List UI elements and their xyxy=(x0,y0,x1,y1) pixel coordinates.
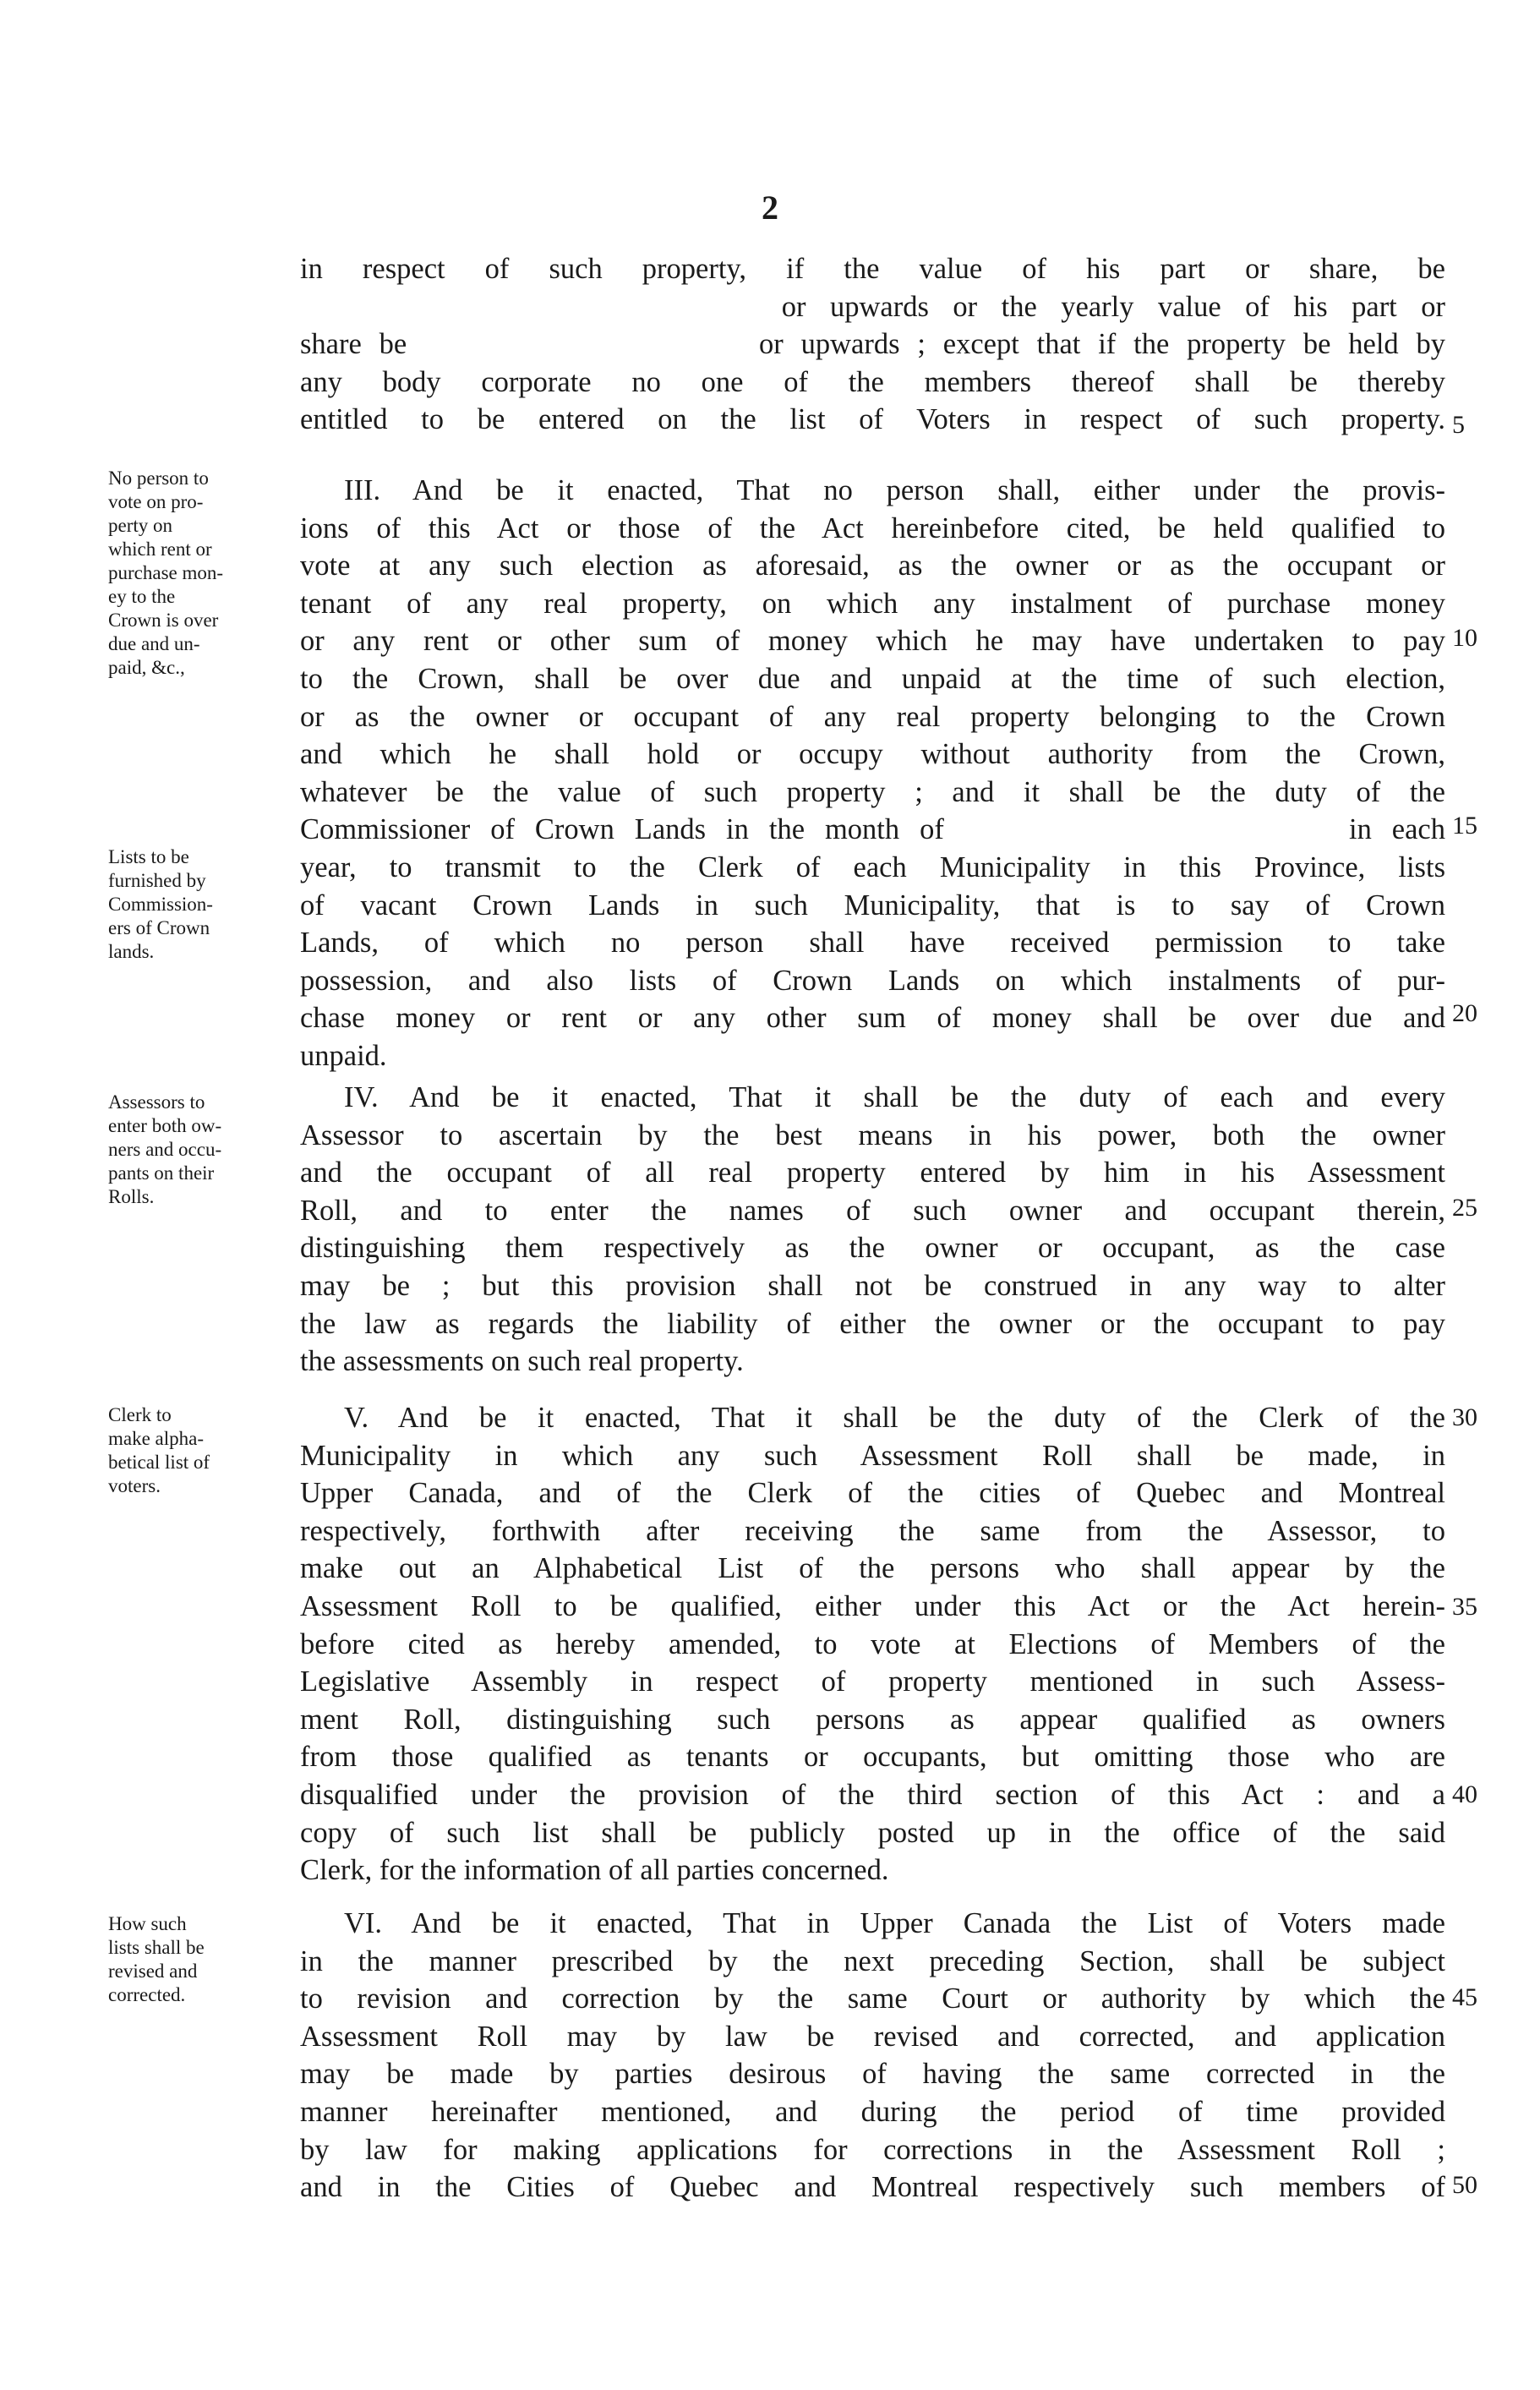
text-line: Upper Canada, and of the Clerk of the cities of Quebec and Montreal xyxy=(300,1477,1445,1510)
page-number: 2 xyxy=(762,189,778,227)
text-line: the law as regards the liability of either the owner or the occupant to pay xyxy=(300,1307,1445,1340)
text-line: chase money or rent or any other sum of money shall be over due and xyxy=(300,1002,1445,1035)
line-number: 45 xyxy=(1452,1983,1477,2011)
text-line: respectively, forthwith after receiving the same from the Assessor, to xyxy=(300,1514,1445,1547)
text-line: Lands, of which no person shall have received permission to take xyxy=(300,927,1445,960)
line-number: 5 xyxy=(1452,411,1465,439)
text-line: year, to transmit to the Clerk of each Municipality in this Province, lists xyxy=(300,850,1445,883)
section-iii xyxy=(300,472,1445,1075)
text-line: to revision and correction by the same Court or authority by which the xyxy=(300,1983,1445,2015)
text-line: or as the owner or occupant of any real property belonging to the Crown xyxy=(300,700,1445,733)
line-number: 20 xyxy=(1452,999,1477,1027)
continuation-paragraph xyxy=(300,250,1445,439)
text-line: from those qualified as tenants or occupants, but omitting those who are xyxy=(300,1741,1445,1774)
section-vi xyxy=(300,1905,1445,2207)
section-v xyxy=(300,1399,1445,1890)
text-line: or upwards or the yearly value of his part or xyxy=(300,290,1445,323)
text-line: distinguishing them respectively as the owner or occupant, as the case xyxy=(300,1232,1445,1265)
text-line: or any rent or other sum of money which he may have undertaken to pay xyxy=(300,625,1445,658)
text-line: may be made by parties desirous of having the same corrected in the xyxy=(300,2058,1445,2091)
text-line: copy of such list shall be publicly posted up in the office of the said xyxy=(300,1816,1445,1849)
text-line: possession, and also lists of Crown Lands on which instalments of pur- xyxy=(300,964,1445,997)
text-line: any body corporate no one of the members thereof shall be thereby xyxy=(300,365,1445,398)
text-line: vote at any such election as aforesaid, as the owner or as the occupant or xyxy=(300,550,1445,582)
line-number: 25 xyxy=(1452,1194,1477,1222)
text-line: of vacant Crown Lands in such Municipality, that is to say of Crown xyxy=(300,889,1445,922)
text-line: ment Roll, distinguishing such persons as appear qualified as owners xyxy=(300,1703,1445,1736)
text-line: make out an Alphabetical List of the persons who shall appear by the xyxy=(300,1552,1445,1585)
text-line: ions of this Act or those of the Act hereinbefore cited, be held qualified to xyxy=(300,511,1445,544)
margin-note: Assessors to enter both ow- ners and occu- pants on their Rolls. xyxy=(108,1091,222,1207)
margin-note: Lists to be furnished by Commission- ers of Crown lands. xyxy=(108,846,213,962)
text-line: before cited as hereby amended, to vote at Elections of Members of the xyxy=(300,1627,1445,1660)
text-line: IV. And be it enacted, That it shall be the duty of each and every xyxy=(344,1081,1445,1113)
section-iv xyxy=(300,1079,1445,1381)
text-line: in the manner prescribed by the next preceding Section, shall be subject xyxy=(300,1944,1445,1977)
line-number: 15 xyxy=(1452,812,1477,840)
text-line: whatever be the value of such property ; and it shall be the duty of the xyxy=(300,775,1445,808)
text-line: III. And be it enacted, That no person shall, either under the provis- xyxy=(344,474,1445,506)
line-number: 10 xyxy=(1452,624,1477,652)
text-line: to the Crown, shall be over due and unpaid at the time of such election, xyxy=(300,662,1445,695)
text-line: V. And be it enacted, That it shall be the duty of the Clerk of the xyxy=(344,1402,1445,1434)
line-number: 30 xyxy=(1452,1403,1477,1431)
text-line: by law for making applications for corrections in the Assessment Roll ; xyxy=(300,2133,1445,2166)
text-line: may be ; but this provision shall not be construed in any way to alter xyxy=(300,1269,1445,1302)
line-number: 40 xyxy=(1452,1780,1477,1808)
text-line: manner hereinafter mentioned, and during the period of time provided xyxy=(300,2095,1445,2128)
text-line: and which he shall hold or occupy without authority from the Crown, xyxy=(300,738,1445,771)
margin-note: No person to vote on pro- perty on which rent or purchase mon- ey to the Crown is over due and un- paid, &c., xyxy=(108,468,224,678)
text-line: Municipality in which any such Assessment Roll shall be made, in xyxy=(300,1439,1445,1472)
text-line: share be or upwards ; except that if the property be held by xyxy=(300,328,1445,361)
line-number: 35 xyxy=(1452,1593,1477,1621)
text-line: disqualified under the provision of the third section of this Act : and a xyxy=(300,1778,1445,1811)
text-line: Commissioner of Crown Lands in the month of in each xyxy=(300,813,1445,846)
text-line: Assessment Roll may by law be revised and corrected, and application xyxy=(300,2020,1445,2053)
text-line: Assessment Roll to be qualified, either under this Act or the Act herein- xyxy=(300,1589,1445,1622)
text-line: entitled to be entered on the list of Voters in respect of such property. xyxy=(300,403,1445,436)
margin-note: Clerk to make alpha- betical list of voters. xyxy=(108,1404,210,1496)
text-line: and the occupant of all real property entered by him in his Assessment xyxy=(300,1157,1445,1190)
text-line: and in the Cities of Quebec and Montreal respectively such members of xyxy=(300,2171,1445,2204)
text-line: VI. And be it enacted, That in Upper Canada the List of Voters made xyxy=(344,1907,1445,1939)
line-number: 50 xyxy=(1452,2171,1477,2199)
text-line: Clerk, for the information of all parties concerned. xyxy=(300,1854,889,1887)
text-line: in respect of such property, if the value of his part or share, be xyxy=(300,253,1445,285)
text-line: Legislative Assembly in respect of property mentioned in such Assess- xyxy=(300,1665,1445,1698)
text-line: Assessor to ascertain by the best means in his power, both the owner xyxy=(300,1118,1445,1151)
margin-note: How such lists shall be revised and corrected. xyxy=(108,1913,205,2005)
text-line: tenant of any real property, on which any instalment of purchase money xyxy=(300,587,1445,620)
text-line: Roll, and to enter the names of such owner and occupant therein, xyxy=(300,1194,1445,1227)
text-line: unpaid. xyxy=(300,1039,387,1072)
text-line: the assessments on such real property. xyxy=(300,1345,744,1378)
